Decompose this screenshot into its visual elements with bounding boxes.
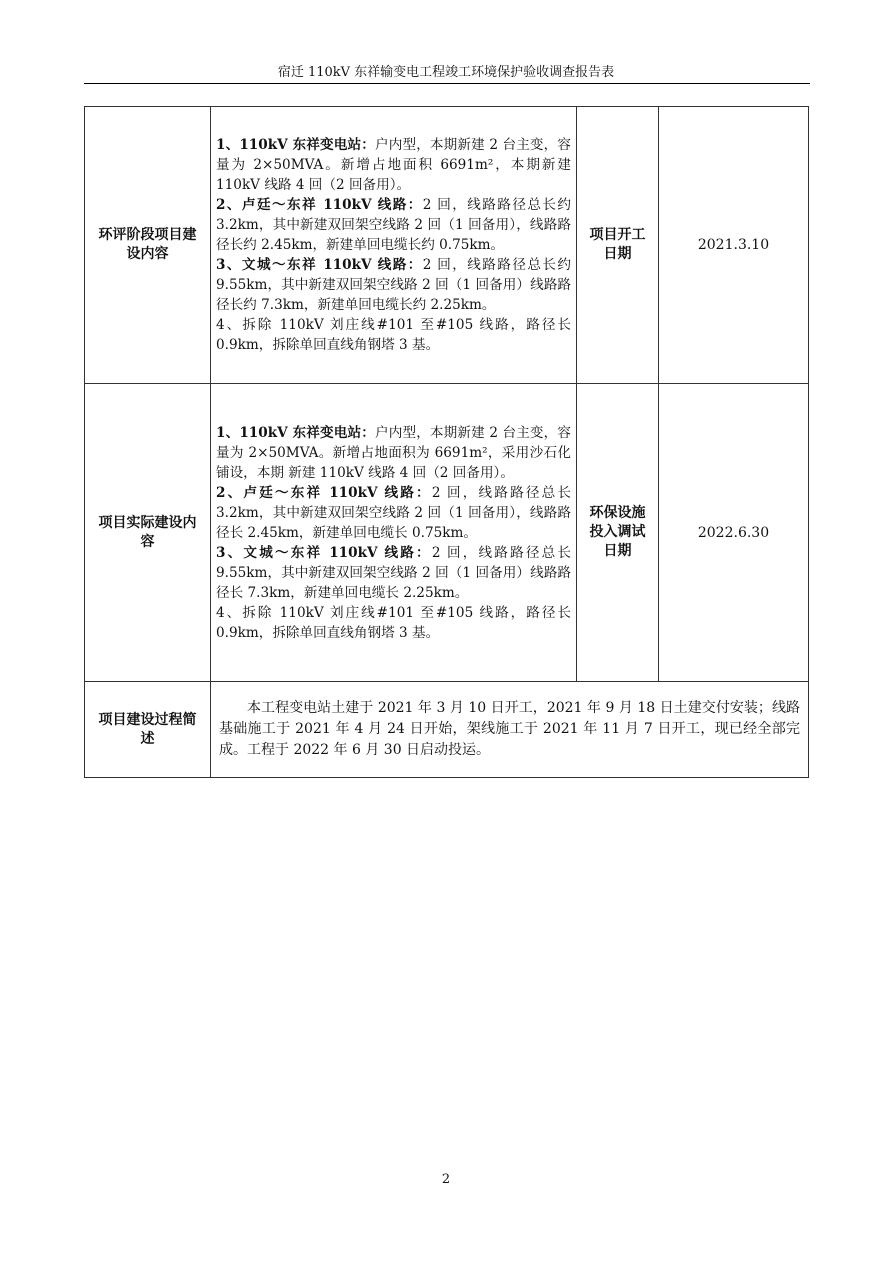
actual-item-1: 1、110kV 东祥变电站：户内型，本期新建 2 台主变，容量为 2×50MVA。新增占地面积为 6691m²，采用沙石化铺设，本期 新建 110kV 线路 4 回（2 回备用）。 bbox=[216, 424, 571, 481]
actual-content bbox=[211, 384, 577, 682]
table-row-process bbox=[85, 682, 809, 778]
actual-item-4: 4、拆除 110kV 刘庄线#101 至#105 线路，路径长 0.9km，拆除单回直线角钢塔 3 基。 bbox=[216, 604, 571, 641]
table-row-actual bbox=[85, 384, 809, 682]
actual-date-label: 环保设施投入调试日期 bbox=[577, 384, 659, 682]
actual-item-3: 3、文城～东祥 110kV 线路：2 回，线路路径总长 9.55km，其中新建双回架空线路 2 回（1 回备用）线路路径长 7.3km，新建单回电缆长 2.25km。 bbox=[216, 544, 571, 601]
page-number: 2 bbox=[441, 1172, 451, 1187]
page-header-title: 宿迁 110kV 东祥输变电工程竣工环境保护验收调查报告表 bbox=[277, 65, 615, 80]
table-row-eia bbox=[85, 107, 809, 384]
eia-date-value: 2021.3.10 bbox=[659, 107, 809, 384]
report-table bbox=[84, 106, 809, 778]
actual-date-value: 2022.6.30 bbox=[659, 384, 809, 682]
eia-item-1: 1、110kV 东祥变电站：户内型，本期新建 2 台主变，容量为 2×50MVA。新增占地面积 6691m²，本期新建 110kV 线路 4 回（2 回备用）。 bbox=[216, 137, 571, 193]
eia-date-label: 项目开工日期 bbox=[577, 107, 659, 384]
eia-item-3: 3、文城～东祥 110kV 线路：2 回，线路路径总长约 9.55km，其中新建双回架空线路 2 回（1 回备用）线路路径长约 7.3km，新建单回电缆长约 2.25km。 bbox=[216, 257, 571, 313]
eia-item-4: 4、拆除 110kV 刘庄线#101 至#105 线路，路径长 0.9km，拆除单回直线角钢塔 3 基。 bbox=[216, 317, 571, 353]
actual-item-2: 2、卢廷～东祥 110kV 线路：2 回，线路路径总长 3.2km，其中新建双回架空线路 2 回（1 回备用），线路路径长 2.45km，新建单回电缆长 0.75km。 bbox=[216, 484, 571, 541]
actual-label: 项目实际建设内容 bbox=[85, 384, 211, 682]
header-divider bbox=[84, 83, 810, 84]
eia-item-2: 2、卢廷～东祥 110kV 线路：2 回，线路路径总长约 3.2km，其中新建双回架空线路 2 回（1 回备用），线路路径长约 2.45km，新建单回电缆长约 0.75km。 bbox=[216, 197, 571, 253]
eia-content bbox=[211, 107, 577, 384]
process-text: 本工程变电站土建于 2021 年 3 月 10 日开工，2021 年 9 月 18 日土建交付安装；线路基础施工于 2021 年 4 月 24 日开始，架线施工于 2021 年 11 月 7 日开工，现已经全部完成。工程于 2022 年 6 月 30 日启动投运。 bbox=[211, 682, 809, 778]
eia-label: 环评阶段项目建设内容 bbox=[85, 107, 211, 384]
process-label: 项目建设过程简述 bbox=[85, 682, 211, 778]
